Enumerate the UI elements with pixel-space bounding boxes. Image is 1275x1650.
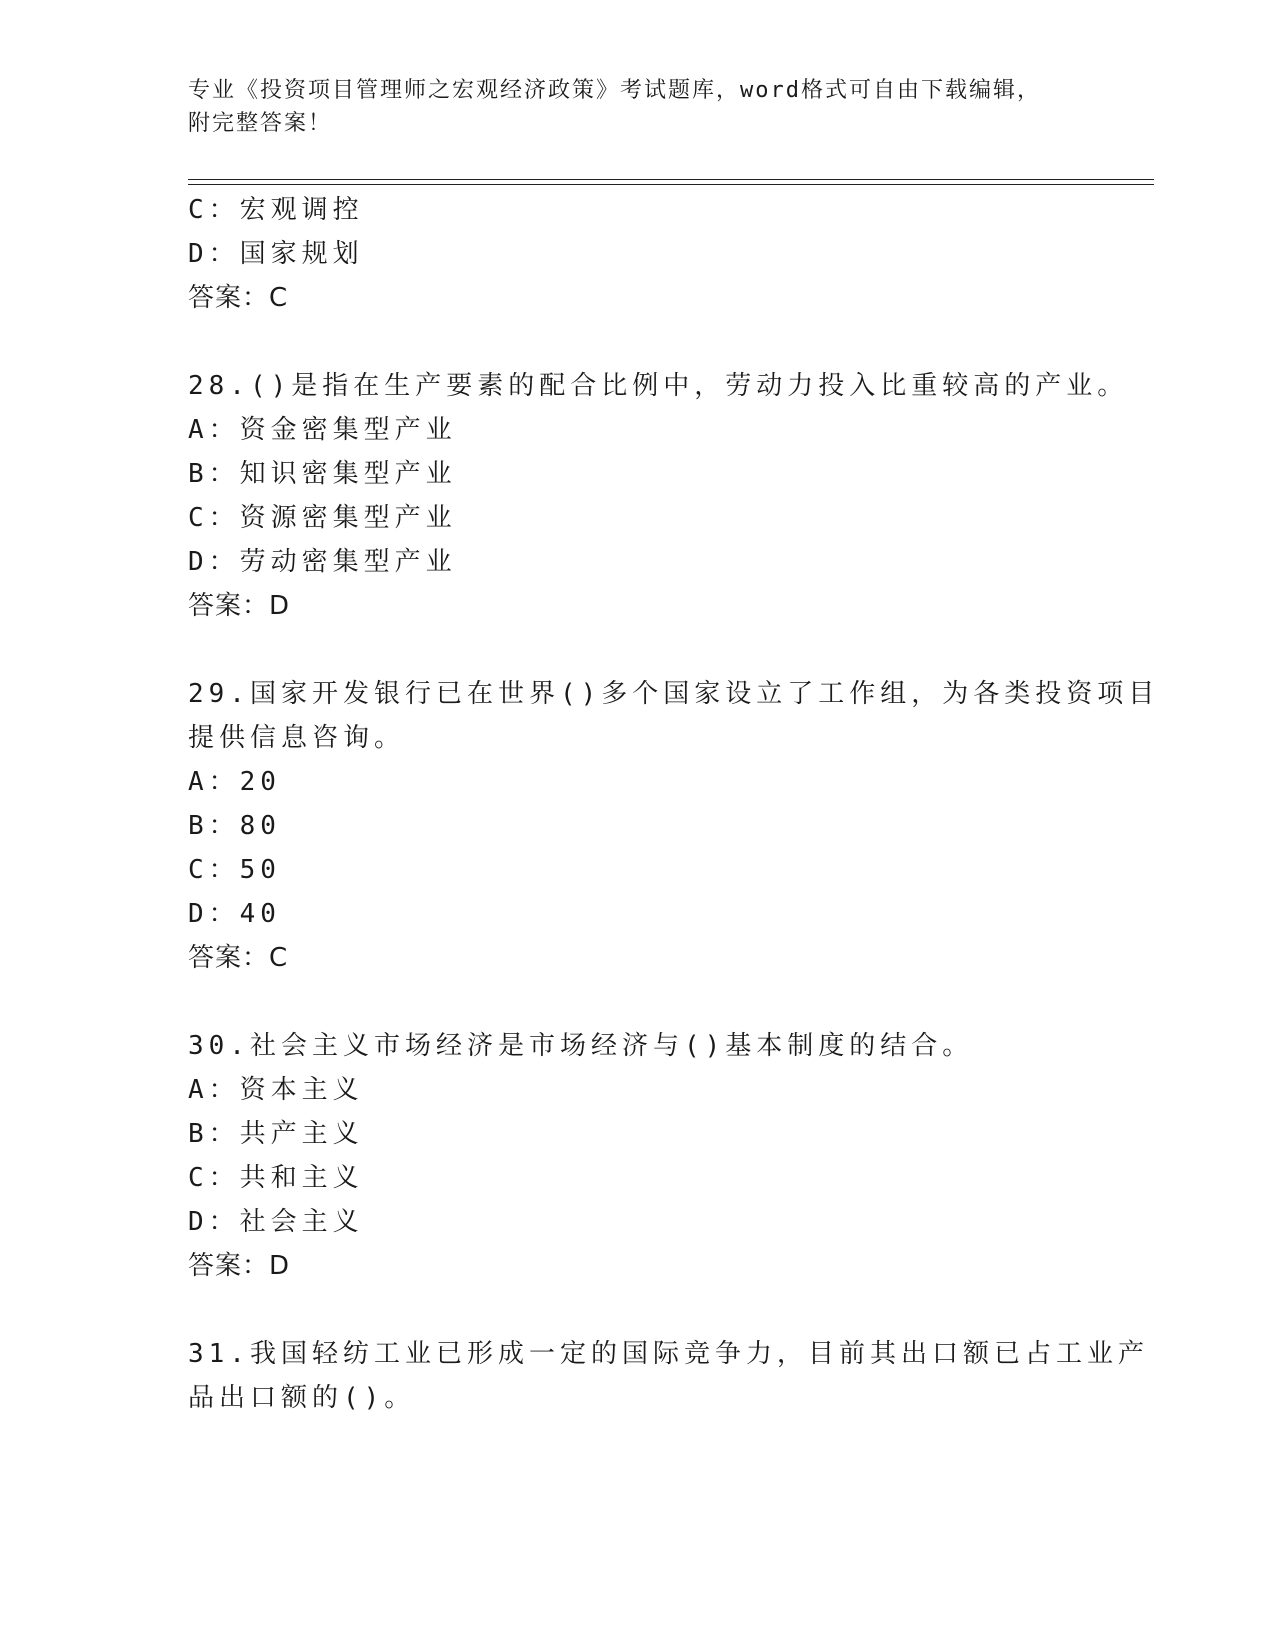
q30-option-c: C：共和主义: [188, 1163, 364, 1193]
q30-option-d: D：社会主义: [188, 1207, 364, 1237]
q28-answer: 答案：D: [188, 591, 291, 621]
q29-stem-line-2: 提供信息咨询。: [188, 723, 406, 753]
q29-option-b: B：80: [188, 811, 281, 841]
q30-option-b: B：共产主义: [188, 1119, 364, 1149]
q30-stem: 30.社会主义市场经济是市场经济与()基本制度的结合。: [188, 1031, 974, 1061]
q28-option-b: B：知识密集型产业: [188, 459, 457, 489]
header-line-1: 专业《投资项目管理师之宏观经济政策》考试题库，word格式可自由下载编辑，: [188, 78, 1041, 103]
q28-option-c: C：资源密集型产业: [188, 503, 457, 533]
header-divider-top: [188, 179, 1154, 180]
q28-option-a: A：资金密集型产业: [188, 415, 457, 445]
q30-answer: 答案：D: [188, 1251, 291, 1281]
q29-stem-line-1: 29.国家开发银行已在世界()多个国家设立了工作组，为各类投资项目: [188, 679, 1160, 709]
q27-option-d: D：国家规划: [188, 239, 364, 269]
q31-stem-line-2: 品出口额的()。: [188, 1383, 416, 1413]
q30-option-a: A：资本主义: [188, 1075, 364, 1105]
q29-option-c: C：50: [188, 855, 281, 885]
q28-stem: 28.()是指在生产要素的配合比例中，劳动力投入比重较高的产业。: [188, 371, 1129, 401]
q29-option-a: A：20: [188, 767, 281, 797]
document-header: [188, 74, 1088, 140]
header-divider-bottom: [188, 184, 1154, 185]
q29-option-d: D：40: [188, 899, 281, 929]
q29-answer: 答案：C: [188, 943, 289, 973]
q31-stem-line-1: 31.我国轻纺工业已形成一定的国际竞争力，目前其出口额已占工业产: [188, 1339, 1149, 1369]
q27-answer: 答案：C: [188, 283, 289, 313]
q28-option-d: D：劳动密集型产业: [188, 547, 457, 577]
header-line-2: 附完整答案！: [188, 111, 333, 136]
q27-option-c: C：宏观调控: [188, 195, 364, 225]
